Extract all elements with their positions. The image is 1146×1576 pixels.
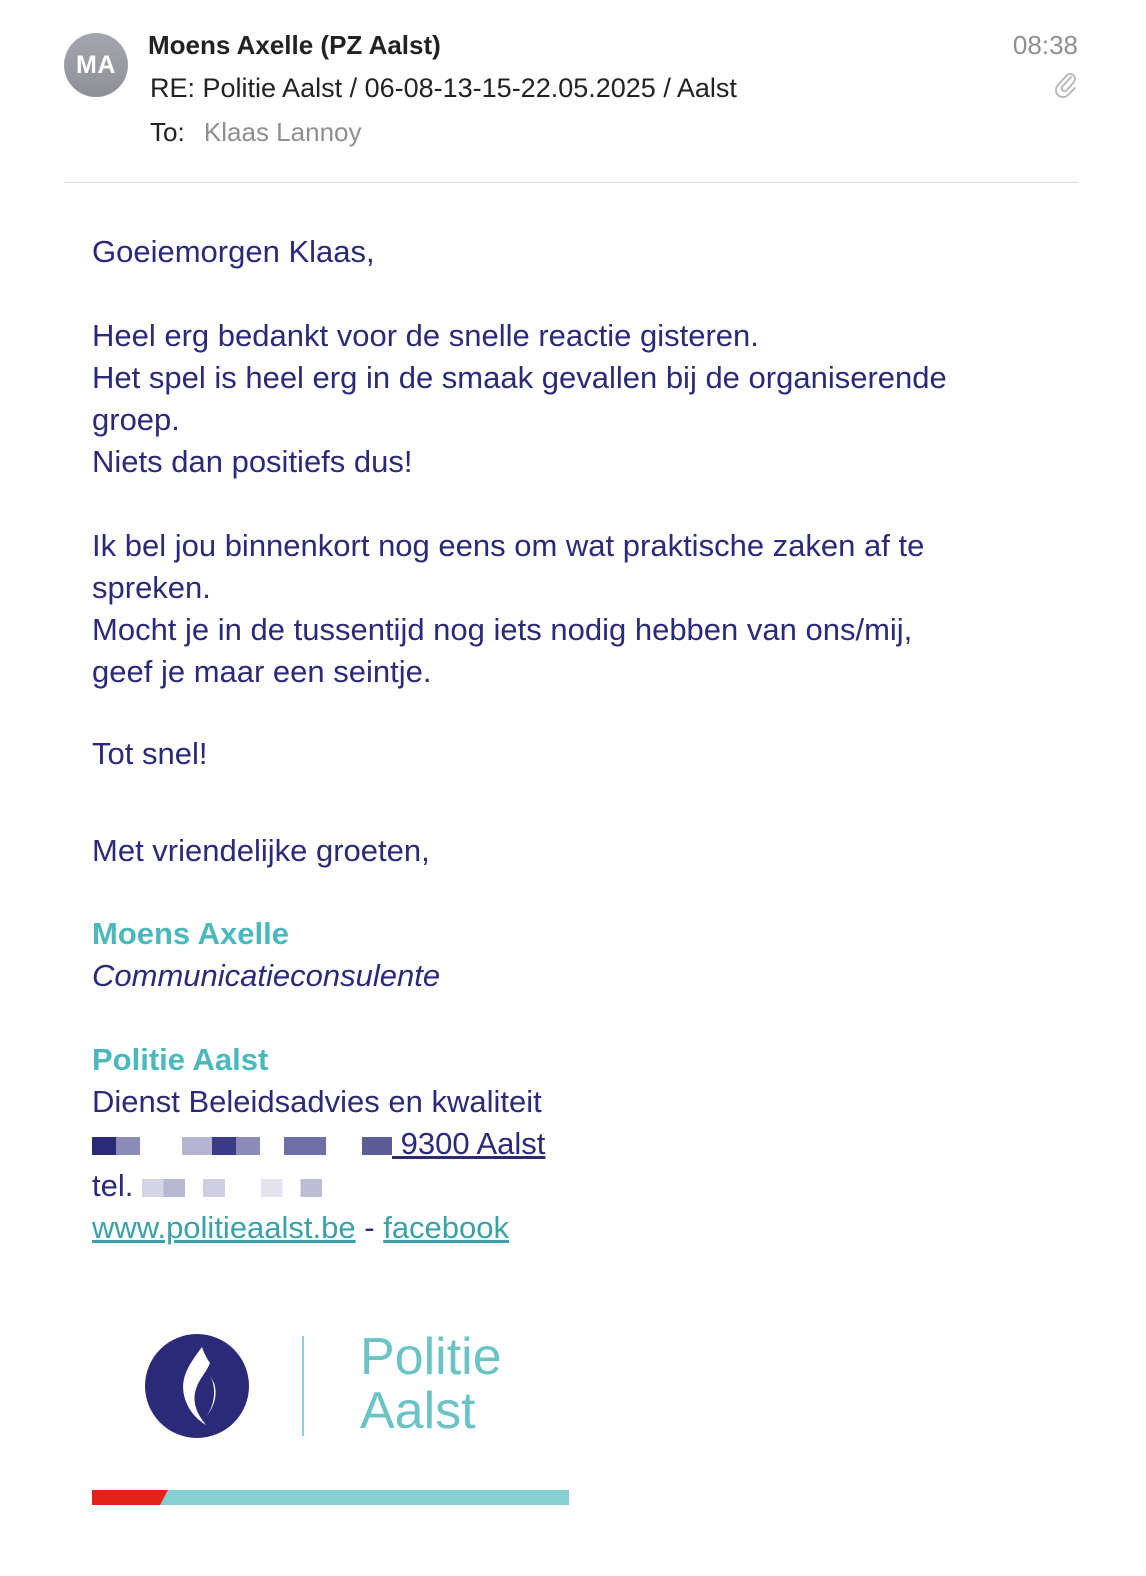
signature-address bbox=[92, 1123, 545, 1165]
regards: Met vriendelijke groeten, bbox=[92, 833, 430, 868]
paragraph-1 bbox=[92, 315, 947, 483]
facebook-link[interactable]: facebook bbox=[383, 1210, 510, 1245]
body-line: Mocht je in de tussentijd nog iets nodig hebben van ons/mij, bbox=[92, 612, 913, 647]
email-subject: RE: Politie Aalst / 06-08-13-15-22.05.2025 / Aalst bbox=[150, 73, 737, 103]
signature-org: Politie Aalst bbox=[92, 1042, 269, 1077]
website-link[interactable]: www.politieaalst.be bbox=[92, 1210, 356, 1245]
logo-text bbox=[360, 1330, 502, 1438]
signature-role: Communicatieconsulente bbox=[92, 958, 441, 993]
email-time: 08:38 bbox=[1012, 30, 1078, 60]
body-line: Het spel is heel erg in de smaak gevallen bij de organiserende bbox=[92, 360, 947, 395]
recipient-name[interactable]: Klaas Lannoy bbox=[203, 117, 362, 147]
logo-line-1: Politie bbox=[360, 1328, 502, 1386]
logo-line-2: Aalst bbox=[360, 1382, 476, 1440]
body-line: geef je maar een seintje. bbox=[92, 654, 432, 689]
signature-bar-red bbox=[92, 1490, 168, 1505]
body-line: Heel erg bedankt voor de snelle reactie gisteren. bbox=[92, 318, 759, 353]
recipient-line bbox=[150, 117, 361, 148]
signature-name: Moens Axelle bbox=[92, 916, 289, 951]
tel-label: tel. bbox=[92, 1168, 134, 1203]
logo-divider bbox=[302, 1336, 304, 1436]
greeting: Goeiemorgen Klaas, bbox=[92, 234, 375, 269]
avatar[interactable]: MA bbox=[64, 33, 128, 97]
signature-links bbox=[92, 1207, 509, 1249]
closing: Tot snel! bbox=[92, 736, 208, 771]
body-line: Ik bel jou binnenkort nog eens om wat praktische zaken af te bbox=[92, 528, 925, 563]
body-line: Niets dan positiefs dus! bbox=[92, 444, 413, 479]
paperclip-icon[interactable] bbox=[1054, 71, 1078, 99]
body-line: groep. bbox=[92, 402, 180, 437]
signature-tel bbox=[92, 1165, 322, 1207]
redacted-phone bbox=[142, 1179, 322, 1197]
to-label: To: bbox=[150, 117, 185, 147]
header-divider bbox=[64, 182, 1078, 183]
police-flame-logo-icon bbox=[144, 1333, 250, 1439]
email-header bbox=[0, 0, 1146, 184]
signature-department: Dienst Beleidsadvies en kwaliteit bbox=[92, 1084, 542, 1119]
signature-bar-teal bbox=[160, 1490, 569, 1505]
sender-name[interactable]: Moens Axelle (PZ Aalst) bbox=[148, 30, 441, 60]
redacted-address bbox=[92, 1137, 392, 1155]
address-link[interactable]: 9300 Aalst bbox=[392, 1126, 546, 1161]
link-separator: - bbox=[355, 1210, 384, 1245]
body-line: spreken. bbox=[92, 570, 211, 605]
paragraph-2 bbox=[92, 525, 924, 693]
